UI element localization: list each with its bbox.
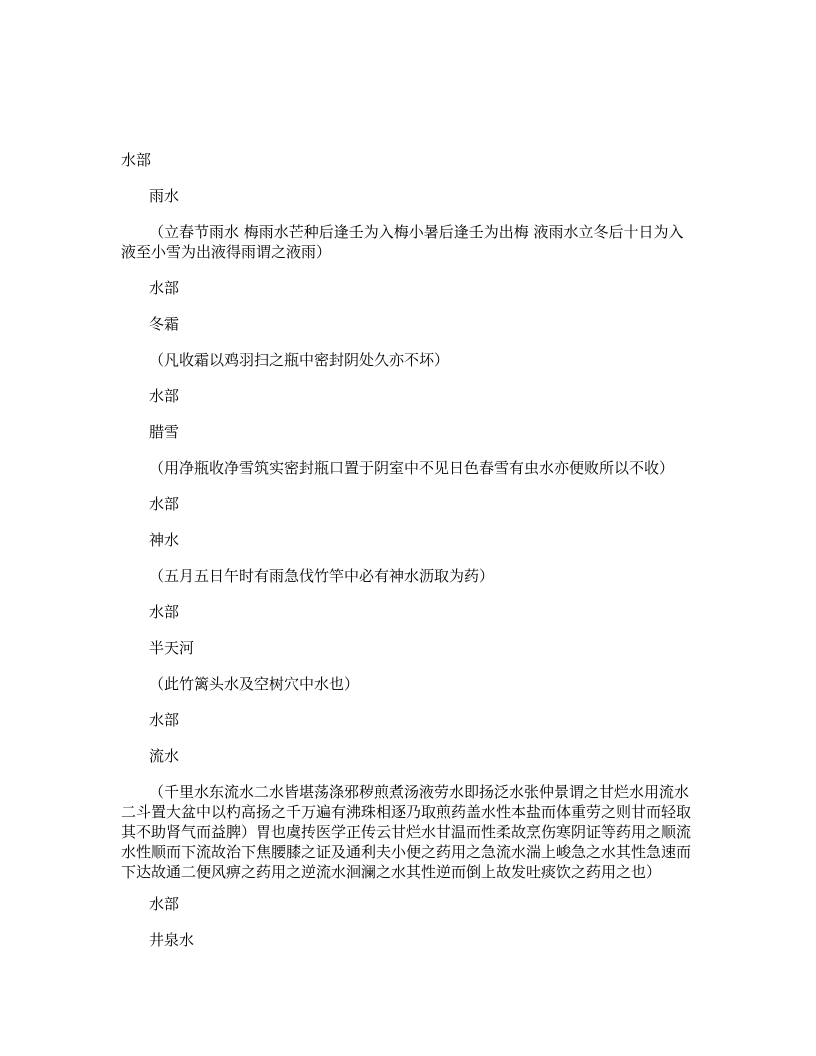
entry-title: 半天河 <box>149 639 195 657</box>
entry-title: 雨水 <box>149 187 180 205</box>
entry-title: 流水 <box>149 747 180 765</box>
entry-note: （立春节雨水 梅雨水芒种后逢壬为入梅小暑后逢壬为出梅 液雨水立冬后十日为入液至小雪为出液得雨谓之液雨） <box>121 223 684 261</box>
entry-note: （千里水东流水二水皆堪荡涤邪秽煎煮汤液劳水即扬泛水张仲景谓之甘烂水用流水二斗置大盆中以杓高扬之千万遍有沸珠相逐乃取煎药盖水性本盐而体重劳之则甘而轻取其不助肾气而益脾）胃也虞抟医学正传云甘烂水甘温而性柔故烹伤寒阴证等药用之顺流水性顺而下流故治下焦腰膝之证及通利夫小便之药用之急流水湍上峻急之水其性急速而下达故通二便风痹之药用之逆流水洄澜之水其性逆而倒上故发吐痰饮之药用之也） <box>121 783 692 881</box>
entry-title: 神水 <box>149 531 180 549</box>
entry-note: （用净瓶收净雪筑实密封瓶口置于阴室中不见日色春雪有虫水亦便败所以不收） <box>149 459 675 477</box>
entry-note: （凡收霜以鸡羽扫之瓶中密封阴处久亦不坏） <box>149 351 450 369</box>
entry-note: （此竹篱头水及空树穴中水也） <box>149 675 360 693</box>
section-label: 水部 <box>149 279 180 297</box>
entry-title: 腊雪 <box>149 423 180 441</box>
section-label: 水部 <box>149 603 180 621</box>
section-label: 水部 <box>149 711 180 729</box>
entry-title: 冬霜 <box>149 315 180 333</box>
entry-note: （五月五日午时有雨急伐竹竿中必有神水沥取为药） <box>149 567 495 585</box>
section-label: 水部 <box>149 495 180 513</box>
section-heading: 水部 <box>121 151 152 169</box>
entry-title: 井泉水 <box>149 931 195 949</box>
section-label: 水部 <box>149 387 180 405</box>
section-label: 水部 <box>149 895 180 913</box>
